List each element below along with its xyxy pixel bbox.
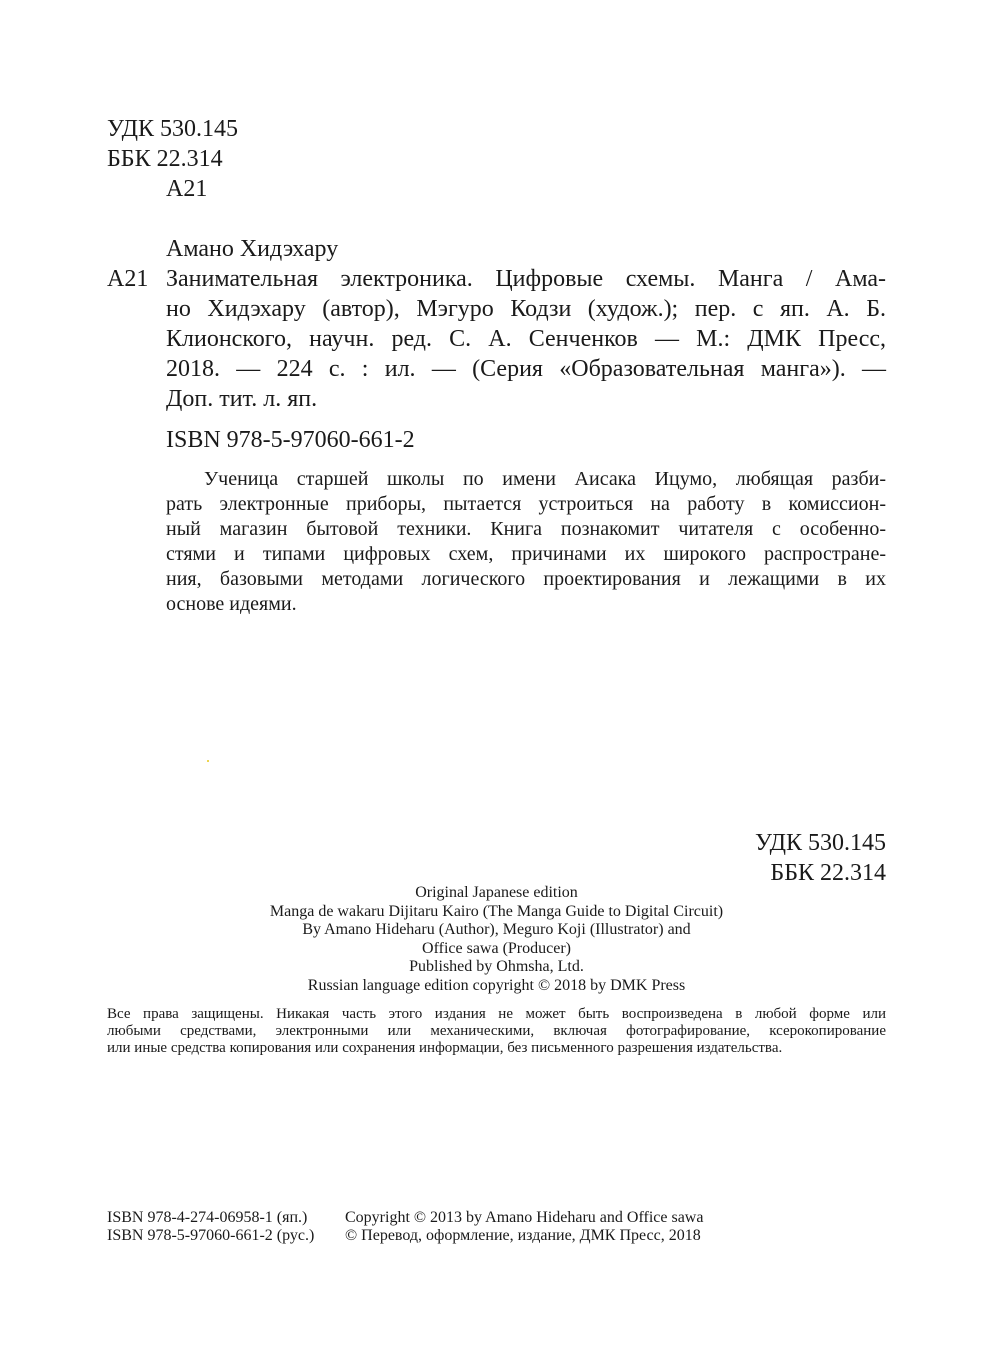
author-mark: А21 xyxy=(166,176,208,202)
entry-line: Клионского, научн. ред. С. А. Сенченков — М.: ДМК Пресс, xyxy=(166,326,886,352)
rights-line: или иные средства копирования или сохранения информации, без письменного разрешения издательства. xyxy=(107,1040,783,1056)
original-edition-line: Russian language edition copyright © 2018 by DMK Press xyxy=(307,976,686,994)
annotation-line: рать электронные приборы, пытается устроиться на работу в комиссион- xyxy=(166,493,886,515)
author-name: Амано Хидэхару xyxy=(166,236,339,262)
stray-dot xyxy=(207,760,209,762)
udk-code: УДК 530.145 xyxy=(107,116,238,142)
entry-line: Доп. тит. л. яп. xyxy=(166,386,318,412)
bbk-code: ББК 22.314 xyxy=(107,146,223,172)
isbn-japanese: ISBN 978-4-274-06958-1 (яп.) xyxy=(107,1209,308,1226)
original-edition-line: Original Japanese edition xyxy=(415,884,578,901)
annotation-line: ния, базовыми методами логического проектирования и лежащими в их xyxy=(166,568,886,590)
annotation-line: ный магазин бытовой техники. Книга познакомит читателя с особенно- xyxy=(166,518,886,540)
entry-line: 2018. — 224 с. : ил. — (Серия «Образовательная манга»). — xyxy=(166,356,886,382)
copyright-original: Copyright © 2013 by Amano Hideharu and Office sawa xyxy=(345,1209,704,1226)
entry-line: Занимательная электроника. Цифровые схемы. Манга / Ама- xyxy=(166,266,886,292)
entry-line: но Хидэхару (автор), Мэгуро Кодзи (худож.); пер. с яп. А. Б. xyxy=(166,296,886,322)
original-edition-line: Published by Ohmsha, Ltd. xyxy=(409,958,584,975)
annotation xyxy=(166,467,886,617)
bottom-classification xyxy=(755,828,886,888)
original-edition-line: By Amano Hideharu (Author), Meguro Koji (Illustrator) and xyxy=(302,921,691,938)
original-edition-info xyxy=(107,884,886,995)
bottom-bbk: ББК 22.314 xyxy=(770,860,886,886)
annotation-line: стями и типами цифровых схем, причинами их широкого распростране- xyxy=(166,543,886,565)
rights-line: Все права защищены. Никакая часть этого издания не может быть воспроизведена в любой форме или xyxy=(107,1006,886,1022)
entry-author-mark: А21 xyxy=(107,266,149,292)
copyright-translation: © Перевод, оформление, издание, ДМК Пресс, 2018 xyxy=(345,1227,701,1244)
isbn-russian: ISBN 978-5-97060-661-2 (рус.) xyxy=(107,1227,315,1244)
bottom-udk: УДК 530.145 xyxy=(755,830,886,856)
annotation-line: Ученица старшей школы по имени Аисака Ицумо, любящая разби- xyxy=(204,468,886,490)
original-edition-line: Office sawa (Producer) xyxy=(422,939,571,957)
isbn-main: ISBN 978-5-97060-661-2 xyxy=(166,427,415,453)
original-edition-line: Manga de wakaru Dijitaru Kairo (The Manga Guide to Digital Circuit) xyxy=(269,902,724,920)
rights-notice xyxy=(107,1006,886,1057)
annotation-line: основе идеями. xyxy=(166,593,297,615)
bibliographic-entry xyxy=(166,264,886,414)
rights-line: любыми средствами, электронными или механическими, включая фотографирование, ксерокопирование xyxy=(107,1023,886,1039)
